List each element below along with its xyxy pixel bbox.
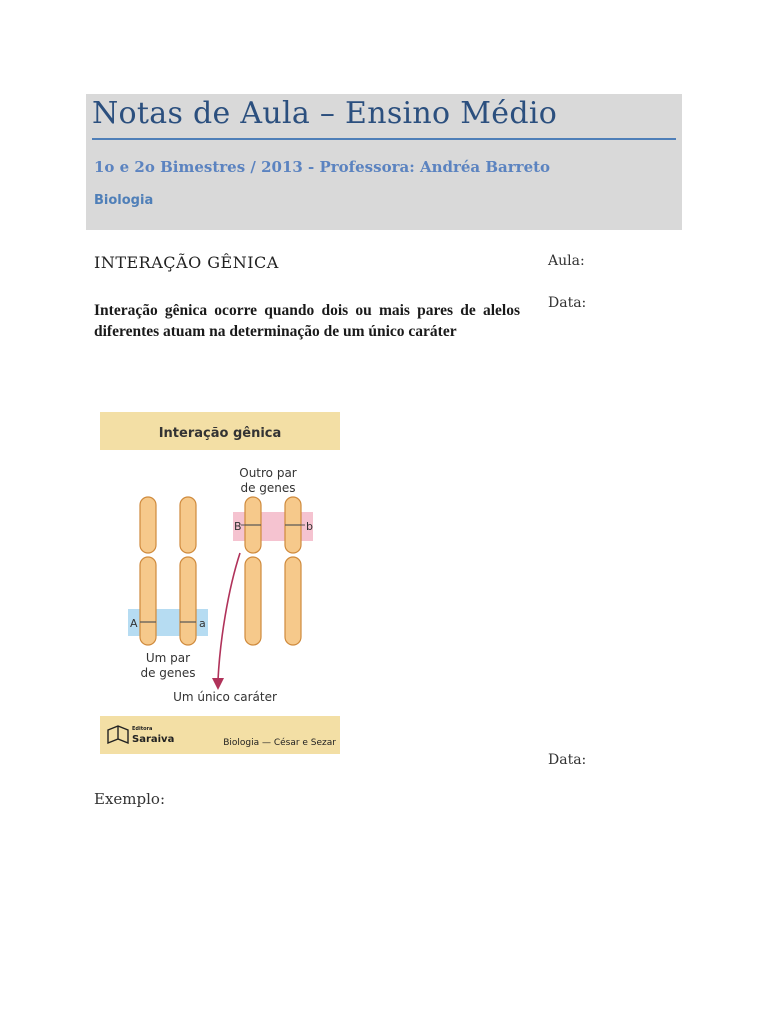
allele-b: b	[306, 520, 313, 533]
allele-B: B	[234, 520, 242, 533]
chromosome-1	[140, 497, 156, 645]
section-title: INTERAÇÃO GÊNICA	[94, 253, 279, 272]
publisher-small: Editora	[132, 726, 153, 732]
header-box	[86, 94, 682, 230]
figure-title: Interação gênica	[158, 426, 282, 441]
label-unico-carater: Um único caráter	[173, 690, 277, 704]
chromosome-2	[180, 497, 196, 645]
label-um-par-1: Um par	[145, 651, 191, 665]
label-outro-par-1: Outro par	[239, 466, 297, 480]
allele-a: a	[199, 617, 206, 630]
aula-label: Aula:	[548, 253, 585, 269]
publisher-logo: Saraiva	[132, 734, 175, 745]
page-title: Notas de Aula – Ensino Médio	[92, 96, 558, 131]
label-um-par-2: de genes	[140, 666, 196, 680]
subject-label: Biologia	[94, 193, 154, 208]
figure-credit: Biologia — César e Sezar	[223, 738, 336, 748]
data-label-bottom: Data:	[548, 752, 587, 768]
definition-paragraph: Interação gênica ocorre quando dois ou mais pares de alelos diferentes atuam na determinação de um único caráter	[94, 302, 520, 340]
header-divider	[92, 138, 676, 140]
data-label: Data:	[548, 295, 587, 311]
example-label: Exemplo:	[94, 790, 165, 808]
label-outro-par-2: de genes	[240, 481, 296, 495]
allele-A: A	[130, 617, 138, 630]
header-subtitle: 1o e 2o Bimestres / 2013 - Professora: Andréa Barreto	[94, 158, 551, 176]
chromosome-3	[245, 497, 261, 645]
chromosome-4	[285, 497, 301, 645]
gene-interaction-figure	[100, 410, 340, 754]
